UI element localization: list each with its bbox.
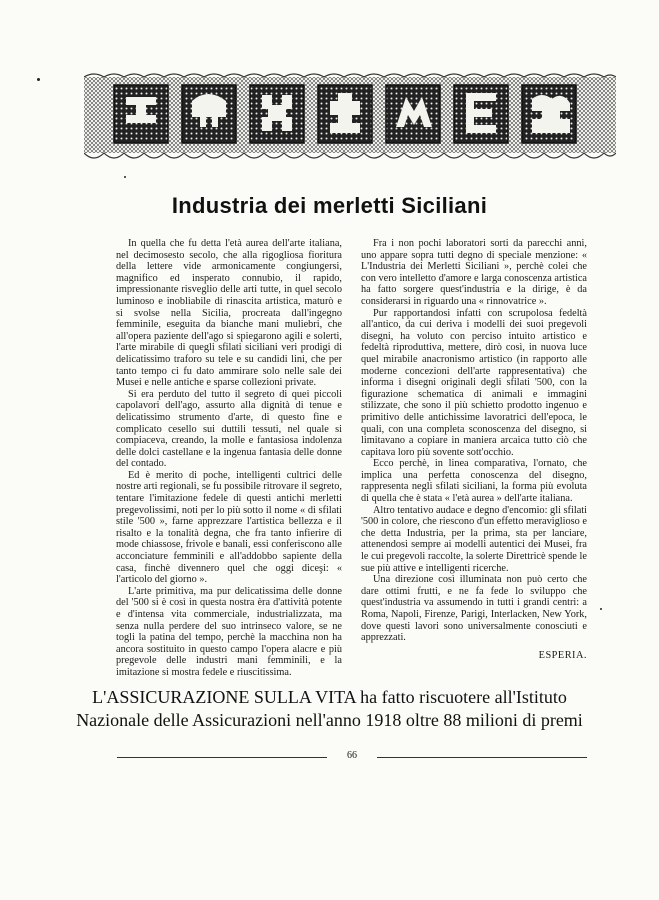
paragraph: Fra i non pochi laboratori sorti da parecchi anni, uno appare sopra tutti degno di speciale menzione: « L'Industria dei Merletti Siciliani », perchè colei che con vero intelletto d'amore e larga conoscenza artistica ha fatto sorgere quest'industria e la dirige, è da considerarsi in riguardo una « rinnovatrice ». <box>361 238 587 307</box>
left-column <box>116 238 342 679</box>
paragraph: L'arte primitiva, ma pur delicatissima delle donne del '500 si è così in questa nostra èra d'attività potente e d'intensa vita commerciale, industrializzata, ma senza nulla perdere del suo intrinseco valore, se ne togli la patina del tempo, perchè la macchina non ha ancora sostituito in questo campo l'opera alacre e più pregevole delle industri mani femminili, e la imitazione si mostra fedele e riuscitissima. <box>116 585 342 678</box>
page-number: 66 <box>347 750 357 761</box>
article-title: Industria dei merletti Siciliani <box>171 192 488 218</box>
paragraph: Ed è merito di poche, intelligenti cultrici delle nostre arti regionali, se fu possibile ritrovare il segreto, tentare l'imitazione fedele di questi antichi merletti pregevolissimi, noti per lo più sotto il nome « di sfilati stile '500 », farne apprezzare l'artistica bellezza e il risalto e la tonalità degna, che fra tanto infierire di mode chiassose, frivole e banali, essi conferiscono alle acconciature femminili e all'addobbo sapiente della casa, finchè divennero quel che oggi diceşi: « l'articolo del giorno ». <box>116 469 342 586</box>
print-speck <box>124 176 126 178</box>
insurance-advertisement <box>0 686 659 732</box>
ad-line: Nazionale delle Assicurazioni nell'anno 1918 oltre 88 milioni di premi <box>76 710 583 730</box>
paragraph: Altro tentativo audace e degno d'encomio: gli sfilati '500 in colore, che riescono d'un effetto meraviglioso e che detta Industria, per la prima, sta per lanciare, attenendosi sempre ai modelli autentici dei Musei, fra le cui pregevoli raccolte, la solerte Direttricè spende le sue più attive e intelligenti ricerche. <box>361 504 587 574</box>
author-signature: ESPERIA. <box>538 649 587 661</box>
paragraph: Ecco perchè, in linea comparativa, l'ornato, che implica una perfetta conoscenza del disegno, rappresenta negli sfilati siciliani, la forma più evoluta di quella che è stata « l'età aurea » dell'arte italiana. <box>361 458 587 505</box>
paragraph: Una direzione così illuminata non può certo che dare ottimi frutti, e ne fa fede lo sviluppo che quest'industria va assumendo in tutti i grandi centri: a Roma, Napoli, Firenze, Parigi, Interlacken, New York, dove questi lavori sono universalmente conosciuti e apprezzati. <box>361 574 587 644</box>
ad-line: L'ASSICURAZIONE SULLA VITA ha fatto riscuotere all'Istituto <box>92 687 567 707</box>
paragraph: Pur rapportandosi infatti con scrupolosa fedeltà all'antico, da cui deriva i modelli dei suoi pregevoli disegni, ha voluto con perciso intuito artistico e fedeltà riproduttiva, mettere, dirò così, in nuova luce quel mirabile anacronismo artistico (in rapporto alle moderne concezioni dell'arte rappresentativa) che informa i disegni originali degli sfilati '500, con la figurazione schematica di animali e immagini stilizzate, che sono il più schietto prodotto ingenuo e primitivo delle antichissime lavoratrici dell'epoca, le quali, con una completa sconoscenza del disegno, si limitavano a copiare in maniera arcaica tutto ciò che capitava loro più sovente sott'occhio. <box>361 307 587 458</box>
paragraph: Si era perduto del tutto il segreto di quei piccoli capolavori dell'ago, assurto alla dignità di tenue e delicatissimo strumento d'arte, di questo fine e complicato cesello sui duttili tessuti, nel quale si compiaceva, creando, la molle e fantasiosa indolenza delle dolci castellane e la ingenua fantasia delle donne del contado. <box>116 388 342 470</box>
paragraph: In quella che fu detta l'età aurea dell'arte italiana, nel decimosesto secolo, che alla rigogliosa fioritura della lettere vide armonicamente congiungersi, magnifico ed insperato connubio, il rapido, impressionante risveglio delle arti tutte, in quel secolo luminoso e inobliabile di rinascita artistica, maturò e si svolse nella Sicilia, procreata dall'ingegno femminile, eseguita da bianche mani muliebri, che all'opera paziente dell'ago si spiegarono agili e solerti, l'arte mirabile di quegli sfilati siciliani veri prodigi di delicatissimo traforo su tele e su candidi lini, che per tanto tempo ci fu dato ammirare solo nelle sale dei Musei e nelle antiche e sparse collezioni private. <box>116 238 342 389</box>
right-column <box>361 238 587 661</box>
lace-banner-illustration <box>84 71 616 165</box>
print-speck <box>600 608 602 610</box>
print-speck <box>37 78 40 81</box>
page-footer <box>117 750 587 764</box>
divider <box>377 757 587 758</box>
